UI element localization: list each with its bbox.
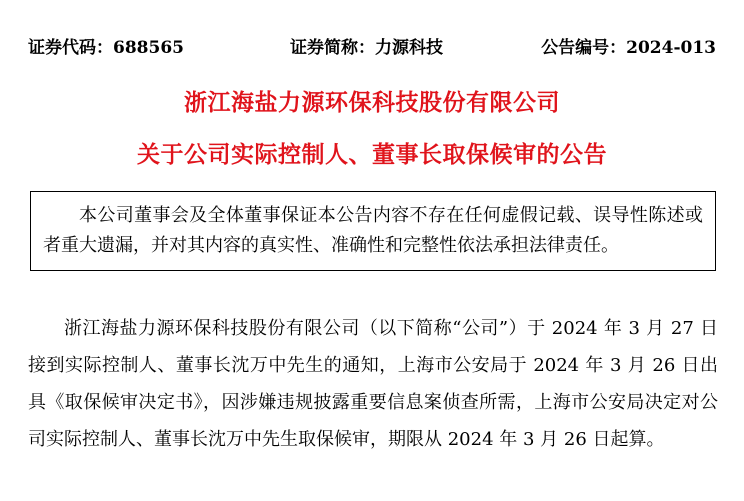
disclaimer-box: 本公司董事会及全体董事保证本公告内容不存在任何虚假记载、误导性陈述或者重大遗漏，并对其内容的真实性、准确性和完整性依法承担法律责任。 bbox=[30, 191, 716, 271]
company-title: 浙江海盐力源环保科技股份有限公司 bbox=[184, 89, 560, 116]
document-header bbox=[28, 36, 716, 60]
body-paragraph: 浙江海盐力源环保科技股份有限公司（以下简称“公司”）于 2024 年 3 月 27 日接到实际控制人、董事长沈万中先生的通知，上海市公安局于 2024 年 3 月 26 日出具《取保候审决定书》，因涉嫌违规披露重要信息案侦查所需，上海市公安局决定对公司实际控制人、董事长沈万中先生取保候审，期限从 2024 年 3 月 26 日起算。 bbox=[28, 318, 718, 450]
security-name: 证券简称：力源科技 bbox=[290, 38, 443, 58]
announcement-title: 关于公司实际控制人、董事长取保候审的公告 bbox=[137, 141, 607, 168]
announcement-number: 公告编号：2024-013 bbox=[541, 38, 716, 58]
security-code: 证券代码：688565 bbox=[28, 38, 184, 58]
